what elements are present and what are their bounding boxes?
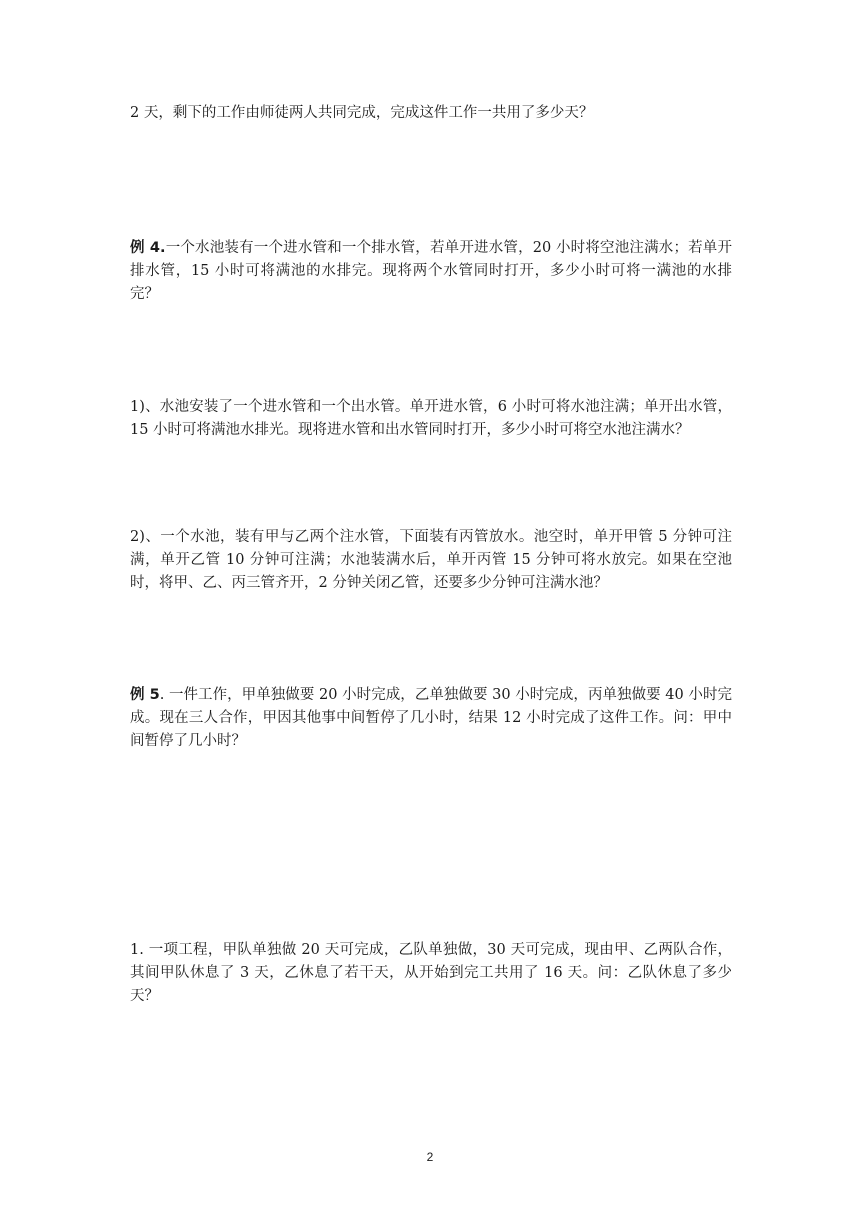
paragraph-example-5 <box>130 684 732 753</box>
paragraph-continuation <box>130 102 732 125</box>
paragraph-exercise-1 <box>130 396 732 442</box>
paragraph-text: 一个水池装有一个进水管和一个排水管，若单开进水管，20 小时将空池注满水；若单开排水管，15 小时可将满池的水排完。现将两个水管同时打开，多少小时可将一满池的水排完？ <box>130 240 732 302</box>
paragraph-text: . 一件工作，甲单独做要 20 小时完成，乙单独做要 30 小时完成，丙单独做要 40 小时完成。现在三人合作，甲因其他事中间暂停了几小时，结果 12 小时完成了这件工作。问：甲中间暂停了几小时？ <box>130 687 732 749</box>
page-number: 2 <box>426 1150 434 1164</box>
example-label: 例 5 <box>130 687 160 703</box>
paragraph-text: 2)、一个水池，装有甲与乙两个注水管，下面装有丙管放水。池空时，单开甲管 5 分钟可注满，单开乙管 10 分钟可注满；水池装满水后，单开丙管 15 分钟可将水放完。如果在空池时，将甲、乙、丙三管齐开，2 分钟关闭乙管，还要多少分钟可注满水池？ <box>130 529 732 591</box>
paragraph-text: 1. 一项工程，甲队单独做 20 天可完成，乙队单独做，30 天可完成，现由甲、乙两队合作，其间甲队休息了 3 天，乙休息了若干天，从开始到完工共用了 16 天。问：乙队休息了多少天？ <box>130 942 732 1004</box>
paragraph-text: 1)、水池安装了一个进水管和一个出水管。单开进水管，6 小时可将水池注满；单开出水管，15 小时可将满池水排光。现将进水管和出水管同时打开，多少小时可将空水池注满水？ <box>130 399 732 438</box>
example-label: 例 4. <box>130 240 166 256</box>
paragraph-text: 2 天，剩下的工作由师徒两人共同完成，完成这件工作一共用了多少天？ <box>130 105 594 121</box>
paragraph-example-4 <box>130 237 732 306</box>
paragraph-problem-1 <box>130 939 732 1008</box>
paragraph-exercise-2 <box>130 526 732 595</box>
